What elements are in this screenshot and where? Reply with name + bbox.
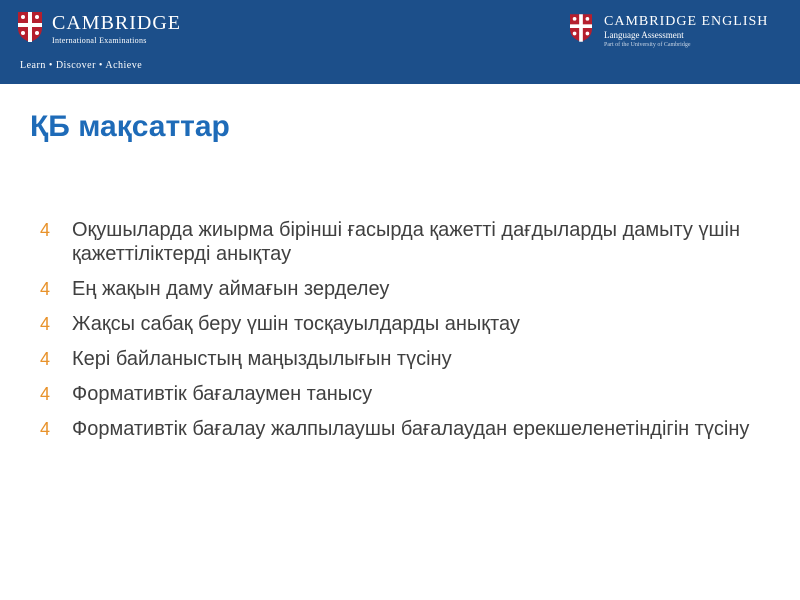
- bullet-text: Формативтік бағалау жалпылаушы бағалаудан ерекшеленетіндігін түсіну: [72, 418, 750, 440]
- cambridge-tagline: Learn • Discover • Achieve: [20, 60, 143, 71]
- cambridge-english-subtitle-small: Part of the University of Cambridge: [604, 42, 691, 48]
- list-item: [40, 218, 760, 266]
- cambridge-brand-subtitle: International Examinations: [52, 36, 147, 45]
- list-item: [40, 382, 760, 406]
- crest-icon: [570, 14, 592, 42]
- bullet-text: Оқушыларда жиырма бірінші ғасырда қажетті дағдыларды дамыту үшін қажеттіліктерді анықтау: [72, 219, 740, 265]
- list-item: [40, 417, 760, 441]
- slide-title: ҚБ мақсаттар: [30, 110, 230, 143]
- bullet-text: Кері байланыстың маңыздылығын түсіну: [72, 348, 452, 370]
- bullet-marker: 4: [40, 220, 51, 240]
- cambridge-english-subtitle: Language Assessment: [604, 30, 684, 40]
- list-item: [40, 277, 760, 301]
- bullet-marker: 4: [40, 279, 51, 299]
- bullet-marker: 4: [40, 384, 51, 404]
- header-banner: [0, 0, 800, 84]
- list-item: [40, 312, 760, 336]
- bullet-text: Ең жақын даму аймағын зерделеу: [72, 278, 390, 300]
- bullet-marker: 4: [40, 349, 51, 369]
- list-item: [40, 347, 760, 371]
- bullet-marker: 4: [40, 314, 51, 334]
- bullet-list: [40, 218, 760, 452]
- cambridge-brand-name: CAMBRIDGE: [52, 12, 182, 34]
- bullet-text: Жақсы сабақ беру үшін тосқауылдарды анықтау: [72, 313, 520, 335]
- bullet-text: Формативтік бағалаумен танысу: [72, 383, 373, 405]
- bullet-marker: 4: [40, 419, 51, 439]
- cambridge-english-brand-name: CAMBRIDGE ENGLISH: [604, 14, 769, 29]
- crest-icon: [18, 12, 42, 42]
